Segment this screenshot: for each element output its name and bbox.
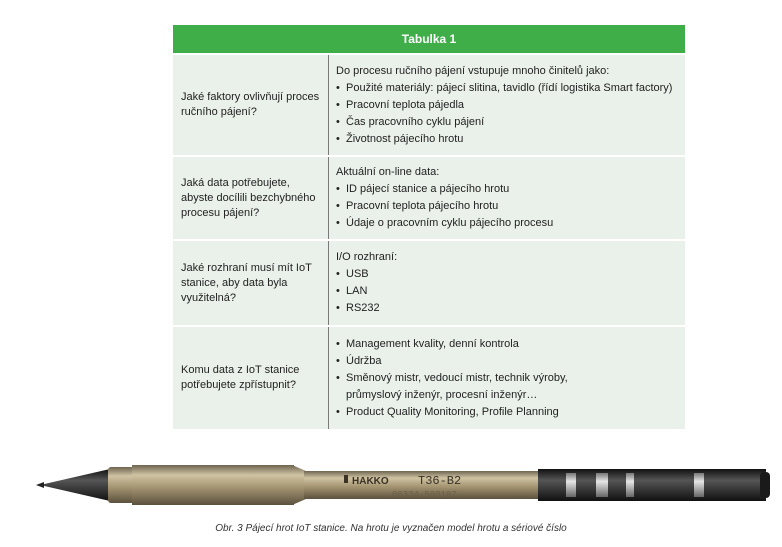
list-item: • Management kvality, denní kontrola (336, 336, 678, 353)
list-item: • Údržba (336, 353, 678, 370)
model-marking: T36-B2 (418, 474, 462, 488)
svg-text:HAKKO: HAKKO (352, 476, 389, 487)
tip-step (292, 465, 306, 505)
list-item: • ID pájecí stanice a pájecího hrotu (336, 181, 678, 198)
answer-cell (329, 55, 685, 155)
list-item: • Čas pracovního cyklu pájení (336, 114, 678, 131)
info-table (173, 25, 685, 429)
list-item: • RS232 (336, 300, 678, 317)
question-cell: Komu data z IoT stanice potřebujete zpřístupnit? (173, 327, 329, 429)
answer-list (336, 80, 678, 148)
list-item: • Údaje o pracovním cyklu pájecího procesu (336, 215, 678, 232)
table-title: Tabulka 1 (173, 25, 685, 53)
list-item: • Použité materiály: pájecí slitina, tavidlo (řídí logistika Smart factory) (336, 80, 678, 97)
question-cell: Jaké rozhraní musí mít IoT stanice, aby data byla využitelná? (173, 241, 329, 325)
answer-list (336, 336, 678, 421)
answer-list (336, 266, 678, 317)
tip-collar (108, 467, 134, 503)
list-item-line: Směnový mistr, vedoucí mistr, technik výroby, (346, 371, 568, 384)
list-item: • USB (336, 266, 678, 283)
contact-ring (596, 473, 608, 497)
list-item: • LAN (336, 283, 678, 300)
tip-cone (36, 469, 110, 501)
table-row (173, 325, 685, 429)
answer-intro: I/O rozhraní: (336, 251, 398, 263)
connector-end (760, 472, 770, 498)
list-item (336, 370, 678, 404)
question-cell: Jaké faktory ovlivňují proces ručního pájení? (173, 55, 329, 155)
contact-ring (626, 473, 634, 497)
list-item: • Product Quality Monitoring, Profile Planning (336, 404, 678, 421)
table-row (173, 155, 685, 239)
figure-caption: Obr. 3 Pájecí hrot IoT stanice. Na hrotu je vyznačen model hrotu a sériové číslo (215, 523, 567, 534)
answer-cell (329, 327, 685, 429)
answer-intro: Aktuální on-line data: (336, 166, 440, 178)
answer-intro: Do procesu ručního pájení vstupuje mnoho činitelů jako: (336, 64, 610, 77)
soldering-tip-photo (0, 455, 782, 515)
answer-list (336, 181, 678, 232)
table-row (173, 239, 685, 325)
list-item: • Pracovní teplota pájedla (336, 97, 678, 114)
list-item: • Pracovní teplota pájecího hrotu (336, 198, 678, 215)
answer-cell (329, 241, 685, 325)
answer-cell (329, 157, 685, 239)
tip-barrel (132, 465, 294, 505)
table-row (173, 53, 685, 155)
contact-ring (566, 473, 576, 497)
list-item-line: průmyslový inženýr, procesní inženýr… (346, 388, 538, 401)
contact-ring (694, 473, 704, 497)
question-cell: Jaká data potřebujete, abyste docílili bezchybného procesu pájení? (173, 157, 329, 239)
serial-marking: 06334-500107 (392, 490, 457, 500)
list-item: • Životnost pájecího hrotu (336, 131, 678, 148)
